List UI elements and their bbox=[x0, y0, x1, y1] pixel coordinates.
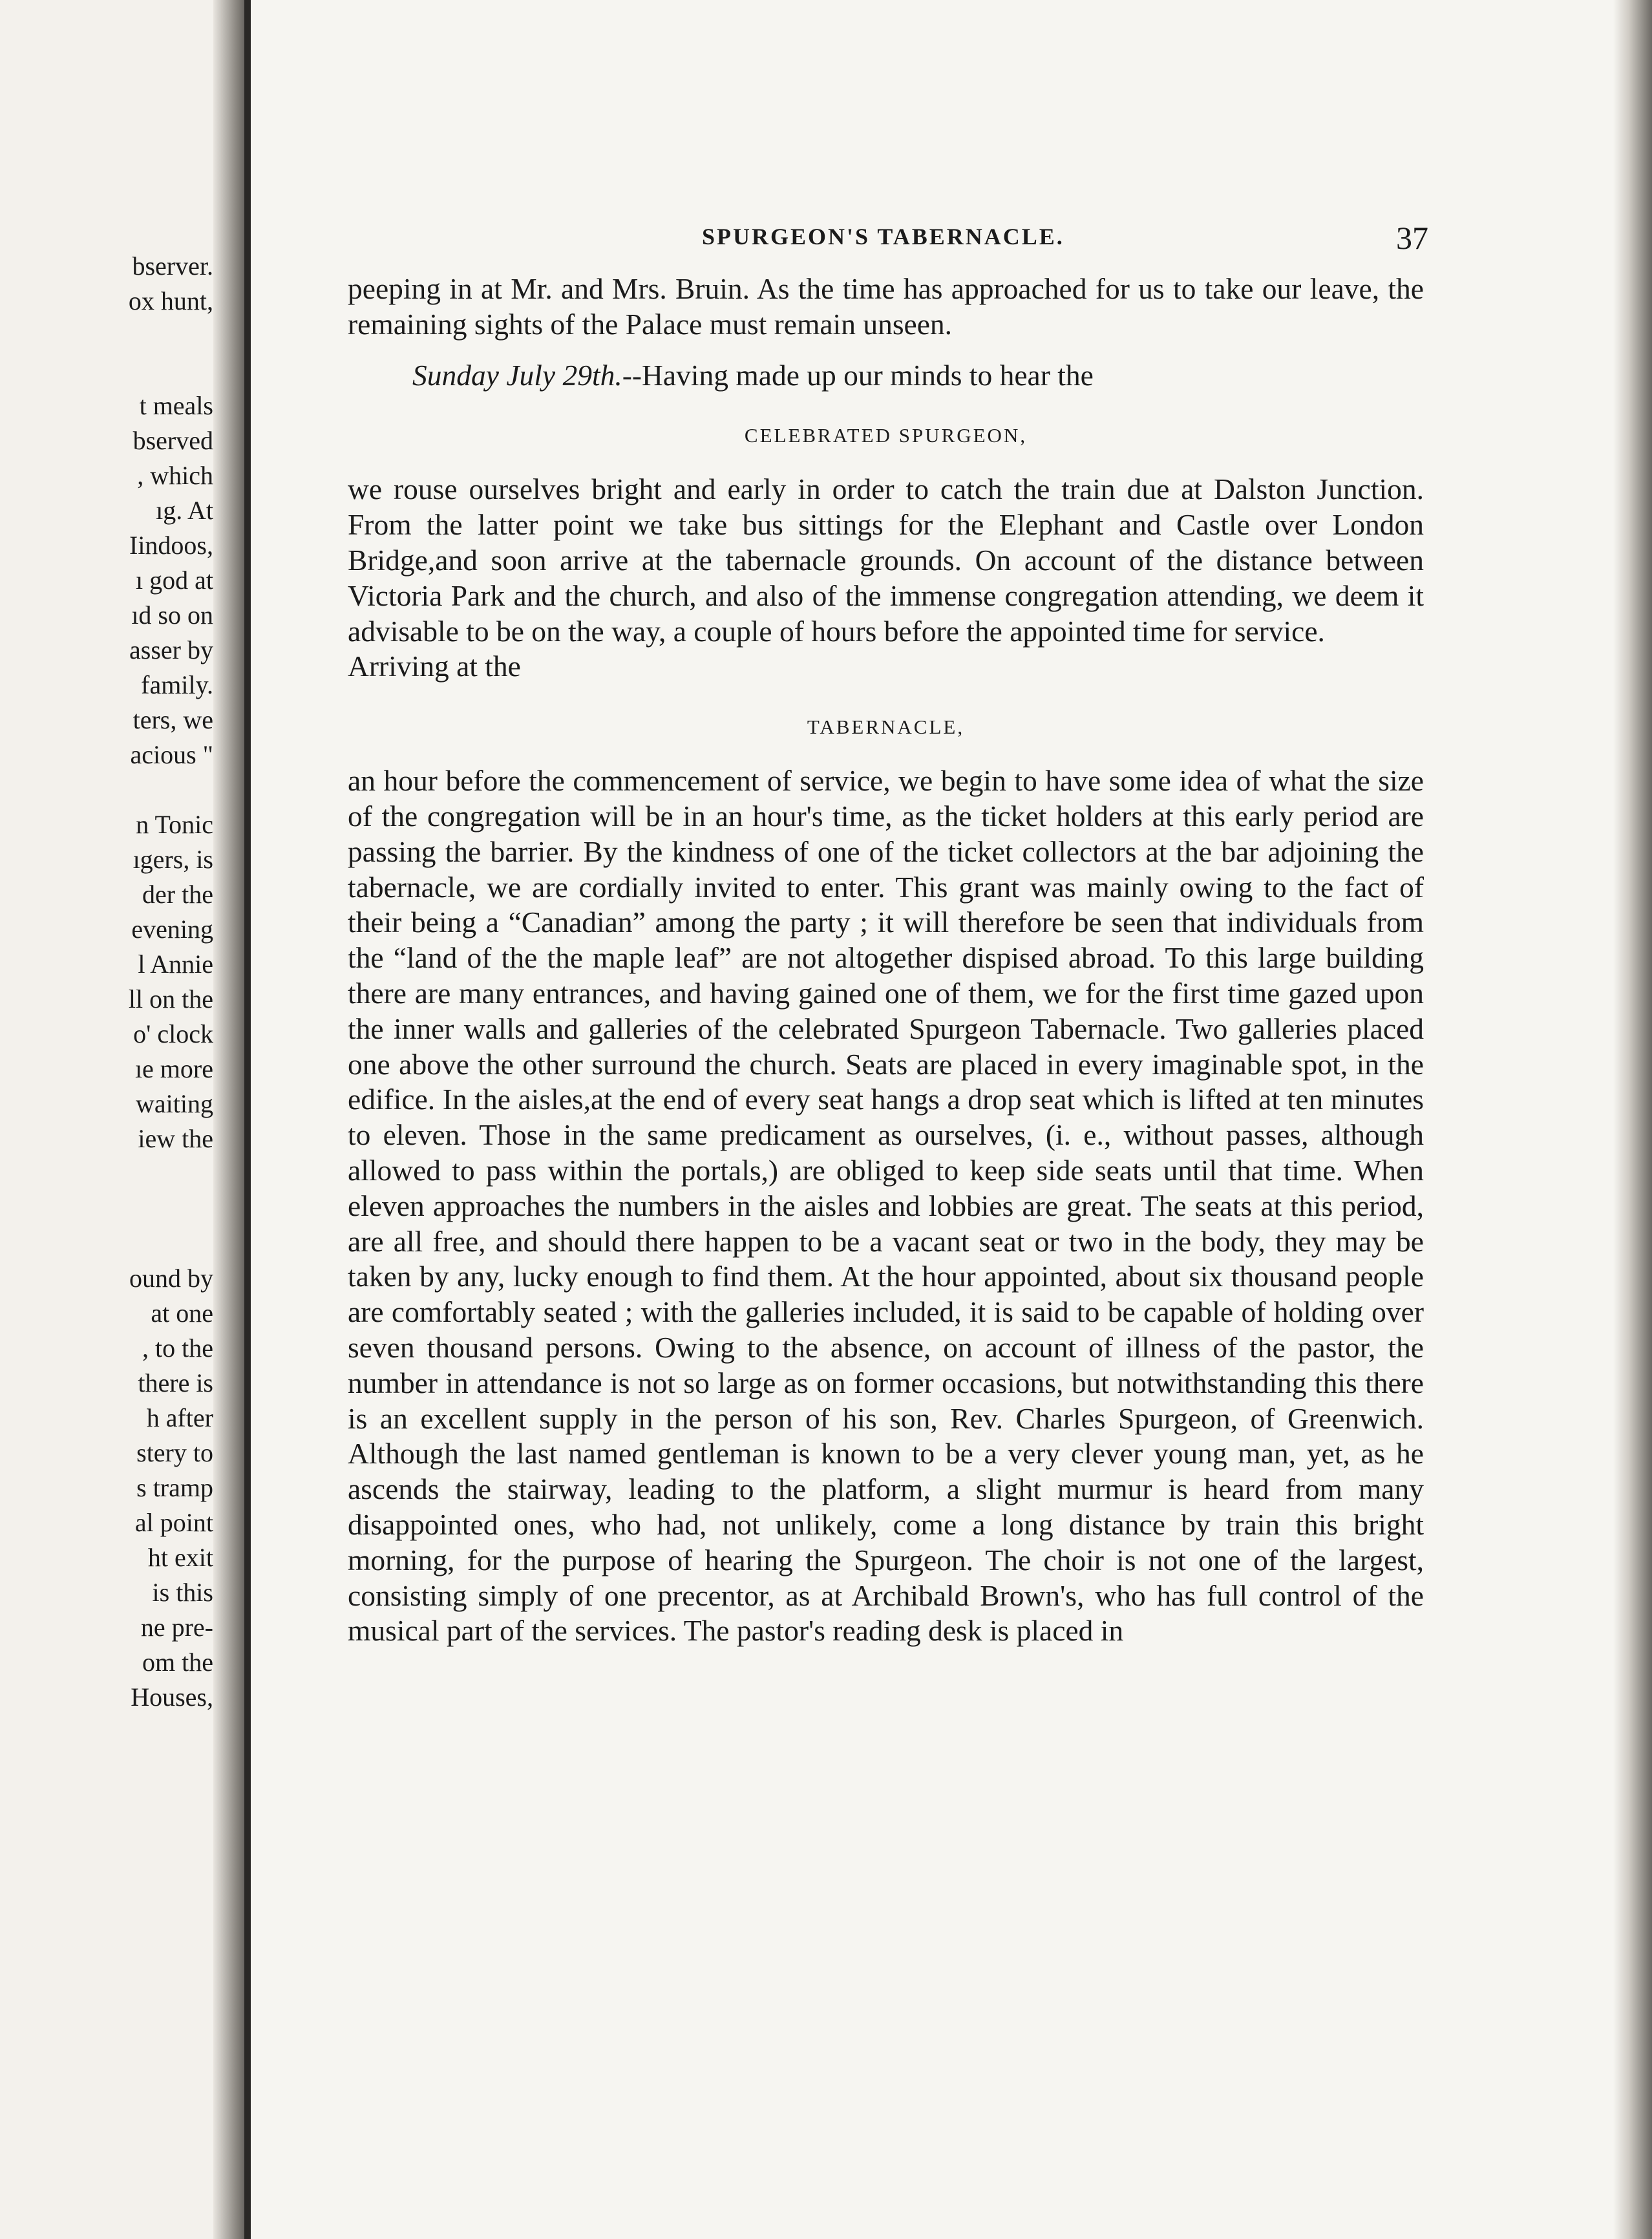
paragraph-3-last-line: Arriving at the bbox=[348, 650, 521, 683]
page-number: 37 bbox=[1396, 220, 1428, 256]
left-page-text bbox=[0, 249, 213, 1715]
left-page-line: h after bbox=[146, 1403, 213, 1432]
paragraph-2 bbox=[348, 358, 1424, 394]
paragraph-2-text: --Having made up our minds to hear the bbox=[622, 358, 1094, 392]
page-edge-shadow bbox=[1613, 0, 1652, 2239]
left-page-line: acious " bbox=[130, 740, 213, 769]
left-page-line: iew the bbox=[138, 1124, 213, 1153]
left-page-line: family. bbox=[141, 670, 213, 699]
left-page-line: Houses, bbox=[131, 1682, 213, 1712]
left-page-line: al point bbox=[134, 1508, 213, 1537]
left-page-line: ht exit bbox=[147, 1543, 213, 1572]
subhead-celebrated-spurgeon: CELEBRATED SPURGEON, bbox=[744, 424, 1028, 447]
subhead-tabernacle: TABERNACLE, bbox=[807, 716, 965, 739]
left-page-line bbox=[0, 772, 213, 807]
left-page-line: ound by bbox=[129, 1264, 213, 1293]
left-page-line: l Annie bbox=[138, 950, 213, 979]
left-page-line: there is bbox=[138, 1368, 213, 1397]
left-page-line: ox hunt, bbox=[128, 286, 213, 315]
left-page-line: waiting bbox=[136, 1089, 213, 1118]
paragraph-1: peeping in at Mr. and Mrs. Bruin. As the time has approached for us to take our leave, the remaining sights of the Palace must remain unseen. bbox=[348, 272, 1424, 341]
left-page-line: ters, we bbox=[132, 705, 213, 734]
left-page-line bbox=[0, 319, 213, 354]
left-page-line: o' clock bbox=[133, 1019, 213, 1048]
left-page-line: evening bbox=[131, 915, 213, 944]
left-page-line bbox=[0, 1156, 213, 1191]
left-page-line: der the bbox=[142, 880, 213, 909]
left-page-line: ıd so on bbox=[131, 600, 213, 630]
left-page-line: ıgers, is bbox=[132, 845, 213, 874]
left-page-line: n Tonic bbox=[136, 810, 213, 839]
left-page-line: ıg. At bbox=[156, 496, 213, 525]
left-page-line: bserver. bbox=[132, 251, 213, 281]
left-page-line: s tramp bbox=[136, 1473, 213, 1502]
left-page-line: is this bbox=[152, 1578, 213, 1607]
left-page-line: Iindoos, bbox=[129, 531, 213, 560]
paragraph-4: an hour before the commencement of service, we begin to have some idea of what the size of the congregation will be in an hour's time, as the ticket holders at this early period are passing the barrier. By the kindness of one of the ticket collectors at the bar adjoining the tabernacle, we are cordially invited to enter. This grant was mainly owing to the fact of their being a “Canadian” among the party ; it will therefore be seen that individuals from the “land of the the maple leaf” are not altogether dispised abroad. To this large building there are many entrances, and having gained one of them, we for the first time gazed upon the inner walls and galleries of the celebrated Spurgeon Tabernacle. Two galleries placed one above the other surround the church. Seats are placed in every imaginable spot, in the edifice. In the aisles,at the end of every seat hangs a drop seat which is lifted at ten minutes to eleven. Those in the same predicament as ourselves, (i. e., without passes, although allowed to pass within the portals,) are obliged to keep side seats until that time. When eleven approaches the numbers in the aisles and lobbies are great. The seats at this period, are all free, and should there happen to be a vacant seat or two in the body, they may be taken by any, lucky enough to find them. At the hour appointed, about six thousand people are comfortably seated ; with the galleries included, it is said to be capable of holding over seven thousand persons. Owing to the absence, on account of illness of the pastor, the number in attendance is not so large as on former occasions, but notwithstanding this there is an excellent supply in the person of his son, Rev. Charles Spurgeon, of Greenwich. Although the last named gentleman is known to be a very clever young man, yet, as he ascends the stairway, leading to the platform, a slight murmur is heard from many disappointed ones, who had, not unlikely, come a long distance by train this bright morning, for the purpose of hearing the Spurgeon. The choir is not one of the largest, consisting simply of one precentor, as at Archibald Brown's, who has full control of the musical part of the services. The pastor's reading desk is placed in bbox=[348, 764, 1424, 1648]
left-page-line: stery to bbox=[136, 1438, 213, 1467]
left-page-line: at one bbox=[151, 1299, 213, 1328]
left-page-line: ıe more bbox=[134, 1054, 213, 1083]
left-page-line: ne pre- bbox=[140, 1613, 213, 1642]
left-page-line: , which bbox=[137, 461, 213, 490]
left-page-line bbox=[0, 1226, 213, 1261]
left-page-line bbox=[0, 1191, 213, 1226]
left-page-line: asser by bbox=[129, 635, 213, 664]
left-page-line: , to the bbox=[142, 1333, 213, 1363]
left-page-line: t meals bbox=[139, 391, 213, 420]
book-spine bbox=[244, 0, 251, 2239]
left-page-line: om the bbox=[142, 1648, 213, 1677]
date-heading: Sunday July 29th. bbox=[412, 358, 622, 392]
left-page-line bbox=[0, 354, 213, 388]
left-page-line: ı god at bbox=[136, 566, 213, 595]
page-body bbox=[348, 271, 1424, 1649]
left-page-line: bserved bbox=[132, 426, 213, 455]
paragraph-3: we rouse ourselves bright and early in order to catch the train due at Dalston Junction. From the latter point we take bus sittings for the Elephant and Castle over London Bridge,and soon arrive at the tabernacle grounds. On account of the distance between Victoria Park and the church, and also of the immense congregation attending, we deem it advisable to be on the way, a couple of hours before the appointed time for service. bbox=[348, 472, 1424, 648]
page-header bbox=[348, 220, 1428, 268]
left-page bbox=[0, 0, 223, 2239]
left-page-line: ll on the bbox=[128, 984, 213, 1013]
running-head: SPURGEON'S TABERNACLE. bbox=[702, 224, 1064, 249]
